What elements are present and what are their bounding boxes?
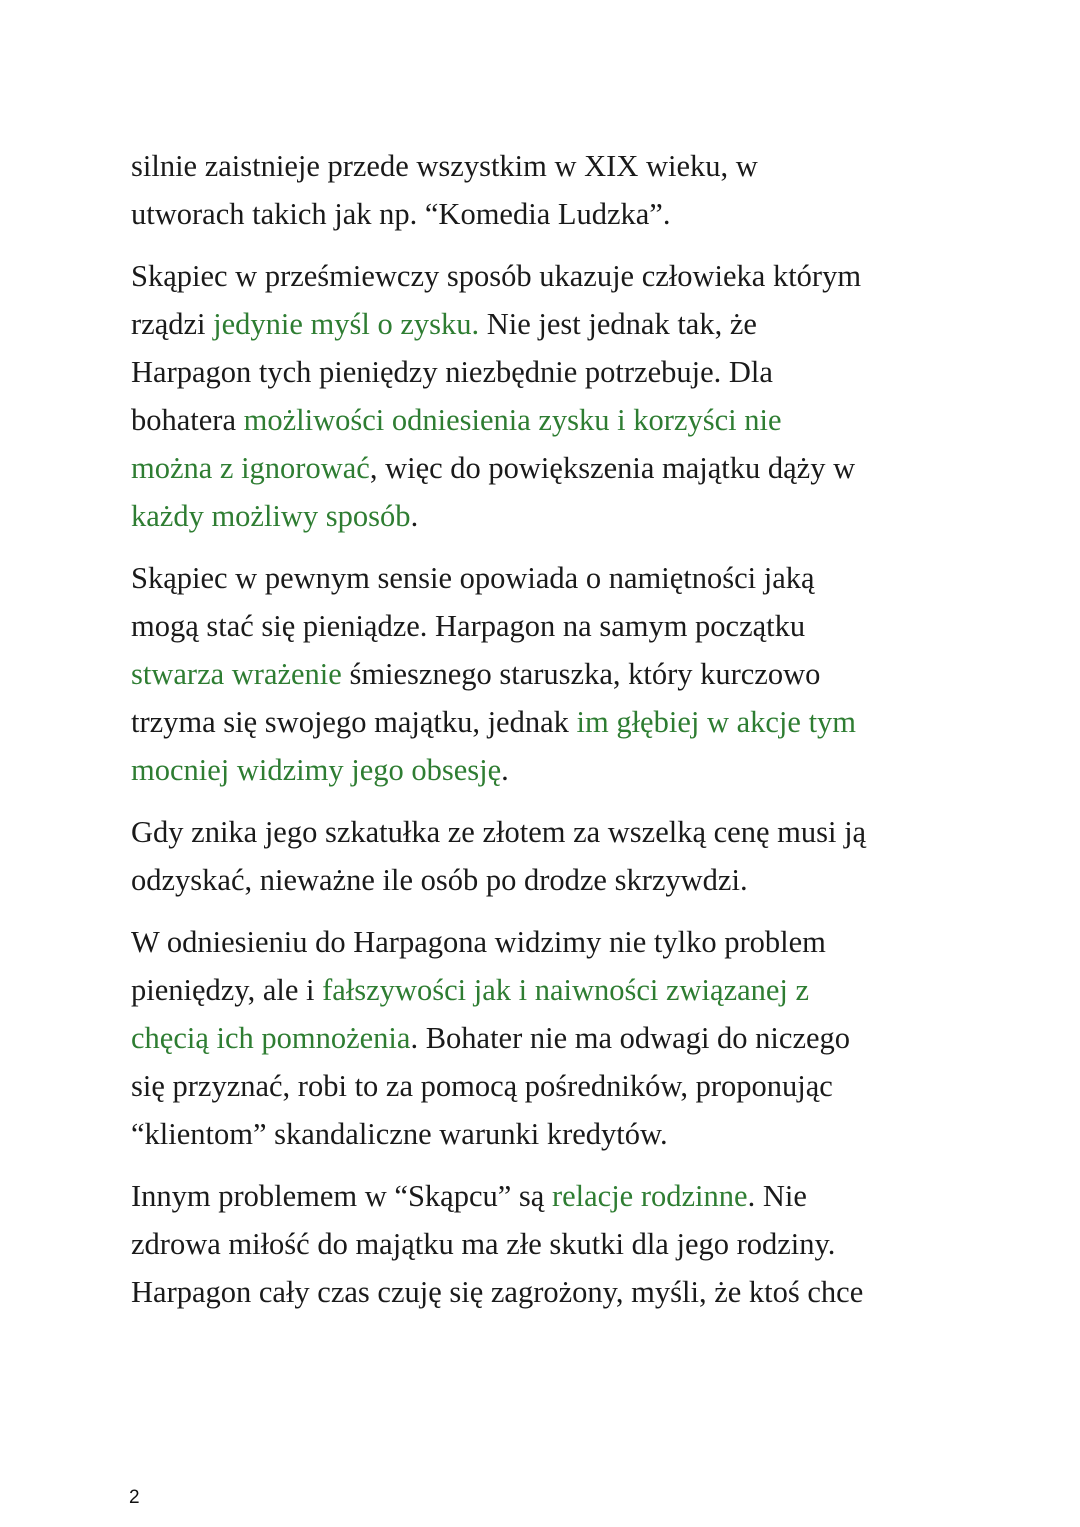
text-segment: pieniędzy, ale i <box>131 973 323 1007</box>
text-segment: Nie jest jednak tak, że <box>479 307 757 341</box>
text-line <box>131 444 1011 492</box>
highlighted-text: chęcią ich pomnożenia <box>131 1021 411 1055</box>
text-line <box>131 142 1011 190</box>
highlighted-text: im głębiej w akcje tym <box>576 705 857 739</box>
text-segment: bohatera <box>131 403 244 437</box>
text-segment: “klientom” skandaliczne warunki kredytów. <box>131 1117 668 1151</box>
text-line <box>131 190 1011 238</box>
text-line <box>131 554 1011 602</box>
paragraph <box>131 918 1011 1158</box>
text-segment: odzyskać, nieważne ile osób po drodze skrzywdzi. <box>131 863 748 897</box>
highlighted-text: stwarza wrażenie <box>131 657 342 691</box>
text-segment: się przyznać, robi to za pomocą pośredników, proponując <box>131 1069 833 1103</box>
text-segment: , więc do powiększenia majątku dąży w <box>369 451 856 485</box>
text-line <box>131 1062 1011 1110</box>
text-segment: Harpagon cały czas czuję się zagrożony, myśli, że ktoś chce <box>131 1275 864 1309</box>
highlighted-text: każdy możliwy sposób <box>131 499 411 533</box>
text-line <box>131 1268 1011 1316</box>
highlighted-text: fałszywości jak i naiwności związanej z <box>322 973 810 1007</box>
text-line <box>131 1110 1011 1158</box>
paragraph <box>131 142 1011 238</box>
text-line <box>131 252 1011 300</box>
text-line <box>131 966 1011 1014</box>
text-segment: Skąpiec w prześmiewczy sposób ukazuje człowieka którym <box>131 259 862 293</box>
text-segment: Skąpiec w pewnym sensie opowiada o namiętności jaką <box>131 561 815 595</box>
text-line <box>131 1220 1011 1268</box>
text-segment: Innym problemem w “Skąpcu” są <box>131 1179 552 1213</box>
text-segment: . <box>410 499 419 533</box>
text-line <box>131 856 1011 904</box>
text-line <box>131 348 1011 396</box>
paragraph <box>131 1172 1011 1316</box>
text-segment: utworach takich jak np. “Komedia Ludzka”. <box>131 197 671 231</box>
text-line <box>131 650 1011 698</box>
text-segment: mogą stać się pieniądze. Harpagon na samym początku <box>131 609 806 643</box>
text-line <box>131 918 1011 966</box>
text-segment: trzyma się swojego majątku, jednak <box>131 705 577 739</box>
page-number: 2 <box>129 1487 140 1508</box>
text-segment: W odniesieniu do Harpagona widzimy nie tylko problem <box>131 925 826 959</box>
text-segment: . Nie <box>747 1179 807 1213</box>
highlighted-text: mocniej widzimy jego obsesję <box>131 753 502 787</box>
text-line <box>131 1172 1011 1220</box>
text-segment: . Bohater nie ma odwagi do niczego <box>410 1021 851 1055</box>
text-segment: . <box>501 753 509 787</box>
paragraph <box>131 554 1011 794</box>
highlighted-text: relacje rodzinne <box>551 1179 748 1213</box>
paragraph <box>131 808 1011 904</box>
text-segment: zdrowa miłość do majątku ma złe skutki dla jego rodziny. <box>131 1227 836 1261</box>
text-segment: Harpagon tych pieniędzy niezbędnie potrzebuje. Dla <box>131 355 773 389</box>
highlighted-text: możliwości odniesienia zysku i korzyści nie <box>243 403 782 437</box>
text-line <box>131 300 1011 348</box>
text-line <box>131 808 1011 856</box>
text-line <box>131 746 1011 794</box>
highlighted-text: jedynie myśl o zysku. <box>213 307 480 341</box>
text-segment: rządzi <box>131 307 214 341</box>
text-segment: śmiesznego staruszka, który kurczowo <box>341 657 821 691</box>
highlighted-text: można z ignorować <box>131 451 370 485</box>
document-body <box>131 142 1011 1330</box>
text-line <box>131 492 1011 540</box>
text-segment: Gdy znika jego szkatułka ze złotem za wszelką cenę musi ją <box>131 815 867 849</box>
text-line <box>131 1014 1011 1062</box>
paragraph <box>131 252 1011 540</box>
text-line <box>131 396 1011 444</box>
text-line <box>131 698 1011 746</box>
text-segment: silnie zaistnieje przede wszystkim w XIX wieku, w <box>131 149 758 183</box>
text-line <box>131 602 1011 650</box>
